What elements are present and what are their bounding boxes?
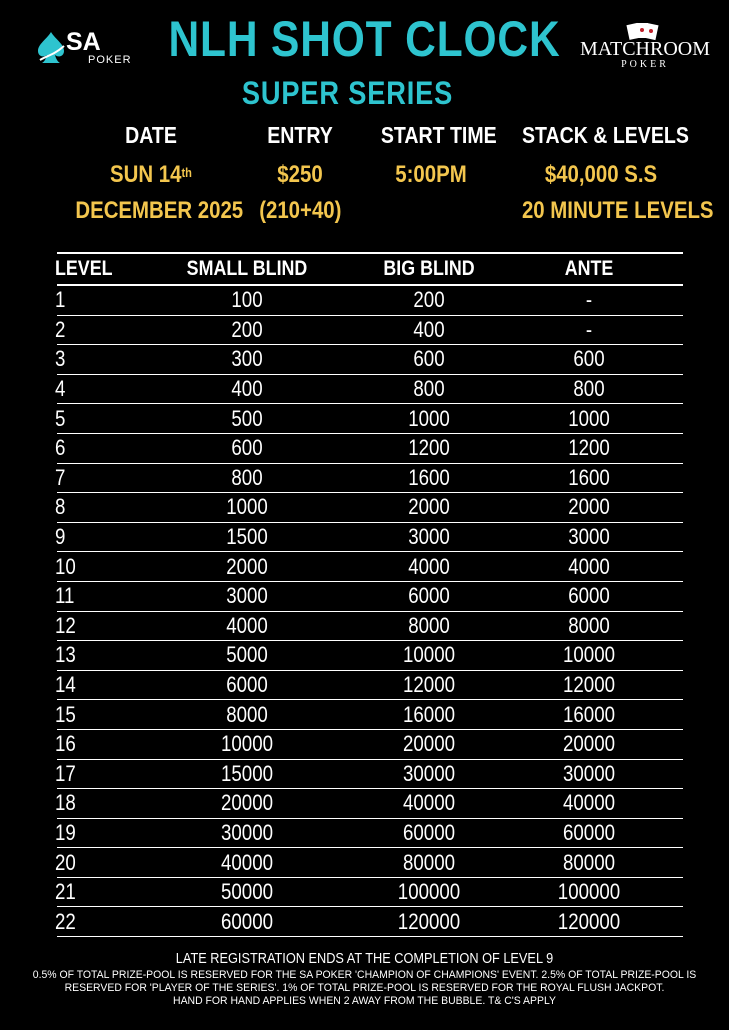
page-title: NLH SHOT CLOCK	[168, 11, 561, 67]
ante-cell: -	[585, 316, 593, 342]
start-time-info	[372, 122, 497, 193]
page-subtitle: SUPER SERIES	[241, 75, 454, 111]
level-cell: 17	[55, 760, 76, 786]
small-blind-cell: 4000	[226, 612, 268, 638]
big-blind-cell: 30000	[402, 760, 456, 786]
table-row	[57, 700, 683, 730]
header-level: LEVEL	[55, 257, 113, 280]
ante-cell: 800	[573, 376, 605, 402]
hand-for-hand-note: HAND FOR HAND APPLIES WHEN 2 AWAY FROM THE BUBBLE. T& C'S APPLY	[173, 995, 556, 1007]
level-cell: 22	[55, 908, 76, 934]
small-blind-cell: 15000	[220, 760, 274, 786]
table-row	[57, 819, 683, 849]
entry-value	[259, 157, 341, 229]
table-row	[57, 789, 683, 819]
small-blind-cell: 3000	[226, 583, 268, 609]
ante-cell: 120000	[557, 908, 621, 934]
level-cell: 16	[55, 731, 76, 757]
table-row	[57, 464, 683, 494]
small-blind-cell: 800	[231, 464, 263, 490]
table-row	[57, 286, 683, 316]
entry-label: ENTRY	[267, 122, 333, 148]
small-blind-cell: 400	[231, 376, 263, 402]
level-cell: 10	[55, 553, 76, 579]
ante-cell: 40000	[562, 790, 616, 816]
header-big-blind: BIG BLIND	[383, 257, 475, 280]
entry-info	[252, 122, 348, 229]
small-blind-cell: 500	[231, 405, 263, 431]
table-row	[57, 582, 683, 612]
ante-cell: 4000	[568, 553, 610, 579]
big-blind-cell: 4000	[408, 553, 450, 579]
big-blind-cell: 20000	[402, 731, 456, 757]
ante-cell: 20000	[562, 731, 616, 757]
entry-price: $250	[277, 161, 323, 188]
small-blind-cell: 2000	[226, 553, 268, 579]
sa-logo-subtext: POKER	[88, 54, 132, 66]
matchroom-logo-subtext: POKER	[621, 59, 669, 70]
ante-cell: 100000	[557, 879, 621, 905]
ante-cell: 600	[573, 346, 605, 372]
big-blind-cell: 40000	[402, 790, 456, 816]
date-label: DATE	[125, 122, 177, 148]
big-blind-cell: 6000	[408, 583, 450, 609]
level-cell: 9	[55, 524, 66, 550]
footer-notes	[0, 950, 729, 1008]
table-row	[57, 612, 683, 642]
ante-cell: 60000	[562, 819, 616, 845]
big-blind-cell: 8000	[408, 612, 450, 638]
blind-structure-table	[57, 252, 683, 937]
level-cell: 18	[55, 790, 76, 816]
big-blind-cell: 10000	[402, 642, 456, 668]
stack-levels-label: STACK & LEVELS	[521, 122, 689, 148]
level-cell: 19	[55, 819, 76, 845]
small-blind-cell: 40000	[220, 849, 274, 875]
small-blind-cell: 20000	[220, 790, 274, 816]
level-cell: 15	[55, 701, 76, 727]
table-row	[57, 404, 683, 434]
big-blind-cell: 200	[413, 287, 445, 313]
table-row	[57, 730, 683, 760]
small-blind-cell: 8000	[226, 701, 268, 727]
small-blind-cell: 100	[231, 287, 263, 313]
prize-pool-note: 0.5% OF TOTAL PRIZE-POOL IS RESERVED FOR THE SA POKER 'CHAMPION OF CHAMPIONS' EVENT. 2.5% OF TOTAL PRIZE-POOL IS RESERVED FOR 'PLAYER OF THE SERIES'. 1% OF TOTAL PRIZE-POOL IS RESERVED FOR THE ROYAL FLUSH JACKPOT.	[32, 969, 697, 994]
level-cell: 3	[55, 346, 66, 372]
level-duration: 20 MINUTE LEVELS	[521, 197, 714, 224]
date-info	[62, 122, 244, 229]
ante-cell: -	[585, 287, 593, 313]
table-header	[57, 252, 683, 286]
big-blind-cell: 3000	[408, 524, 450, 550]
start-time-value	[381, 157, 481, 193]
table-row	[57, 552, 683, 582]
small-blind-cell: 60000	[220, 908, 274, 934]
date-value	[75, 157, 244, 229]
big-blind-cell: 400	[413, 316, 445, 342]
level-cell: 2	[55, 316, 66, 342]
level-cell: 6	[55, 435, 66, 461]
small-blind-cell: 6000	[226, 672, 268, 698]
big-blind-cell: 1600	[408, 464, 450, 490]
small-blind-cell: 600	[231, 435, 263, 461]
small-blind-cell: 30000	[220, 819, 274, 845]
ante-cell: 1600	[568, 464, 610, 490]
date-month-year: DECEMBER 2025	[75, 197, 244, 224]
ante-cell: 80000	[562, 849, 616, 875]
ante-cell: 30000	[562, 760, 616, 786]
ante-cell: 16000	[562, 701, 616, 727]
big-blind-cell: 600	[413, 346, 445, 372]
ante-cell: 3000	[568, 524, 610, 550]
big-blind-cell: 12000	[402, 672, 456, 698]
big-blind-cell: 2000	[408, 494, 450, 520]
table-row	[57, 345, 683, 375]
small-blind-cell: 10000	[220, 731, 274, 757]
level-cell: 14	[55, 672, 76, 698]
big-blind-cell: 800	[413, 376, 445, 402]
small-blind-cell: 50000	[220, 879, 274, 905]
ante-cell: 6000	[568, 583, 610, 609]
small-blind-cell: 1500	[226, 524, 268, 550]
header-ante: ANTE	[564, 257, 614, 280]
level-cell: 13	[55, 642, 76, 668]
stack-levels-info	[508, 122, 714, 229]
table-row	[57, 316, 683, 346]
start-time: 5:00PM	[395, 161, 467, 188]
level-cell: 1	[55, 287, 66, 313]
table-row	[57, 907, 683, 937]
big-blind-cell: 60000	[402, 819, 456, 845]
table-row	[57, 523, 683, 553]
ante-cell: 12000	[562, 672, 616, 698]
entry-breakdown: (210+40)	[259, 197, 342, 224]
date-day: SUN 14	[110, 161, 182, 188]
matchroom-logo-text: MATCHROOM	[579, 38, 711, 60]
level-cell: 8	[55, 494, 66, 520]
table-row	[57, 671, 683, 701]
big-blind-cell: 1000	[408, 405, 450, 431]
ante-cell: 1200	[568, 435, 610, 461]
start-time-label: START TIME	[380, 122, 497, 148]
big-blind-cell: 1200	[408, 435, 450, 461]
late-registration-note: LATE REGISTRATION ENDS AT THE COMPLETION OF LEVEL 9	[175, 950, 554, 967]
table-row	[57, 375, 683, 405]
level-cell: 12	[55, 612, 76, 638]
level-cell: 20	[55, 849, 76, 875]
level-cell: 21	[55, 879, 76, 905]
sa-logo-text: SA	[66, 28, 101, 56]
stack-levels-value	[521, 157, 714, 229]
table-row	[57, 760, 683, 790]
table-row	[57, 878, 683, 908]
level-cell: 7	[55, 464, 66, 490]
header-small-blind: SMALL BLIND	[186, 257, 308, 280]
big-blind-cell: 120000	[397, 908, 461, 934]
table-body	[57, 286, 683, 937]
table-row	[57, 848, 683, 878]
small-blind-cell: 5000	[226, 642, 268, 668]
big-blind-cell: 16000	[402, 701, 456, 727]
level-cell: 5	[55, 405, 66, 431]
big-blind-cell: 80000	[402, 849, 456, 875]
table-row	[57, 641, 683, 671]
starting-stack: $40,000 S.S	[544, 161, 658, 188]
big-blind-cell: 100000	[397, 879, 461, 905]
ante-cell: 10000	[562, 642, 616, 668]
ante-cell: 2000	[568, 494, 610, 520]
small-blind-cell: 200	[231, 316, 263, 342]
small-blind-cell: 300	[231, 346, 263, 372]
date-day-suffix: th	[181, 165, 192, 180]
table-row	[57, 434, 683, 464]
level-cell: 11	[55, 583, 75, 609]
ante-cell: 8000	[568, 612, 610, 638]
small-blind-cell: 1000	[226, 494, 268, 520]
ante-cell: 1000	[568, 405, 610, 431]
table-row	[57, 493, 683, 523]
level-cell: 4	[55, 376, 66, 402]
